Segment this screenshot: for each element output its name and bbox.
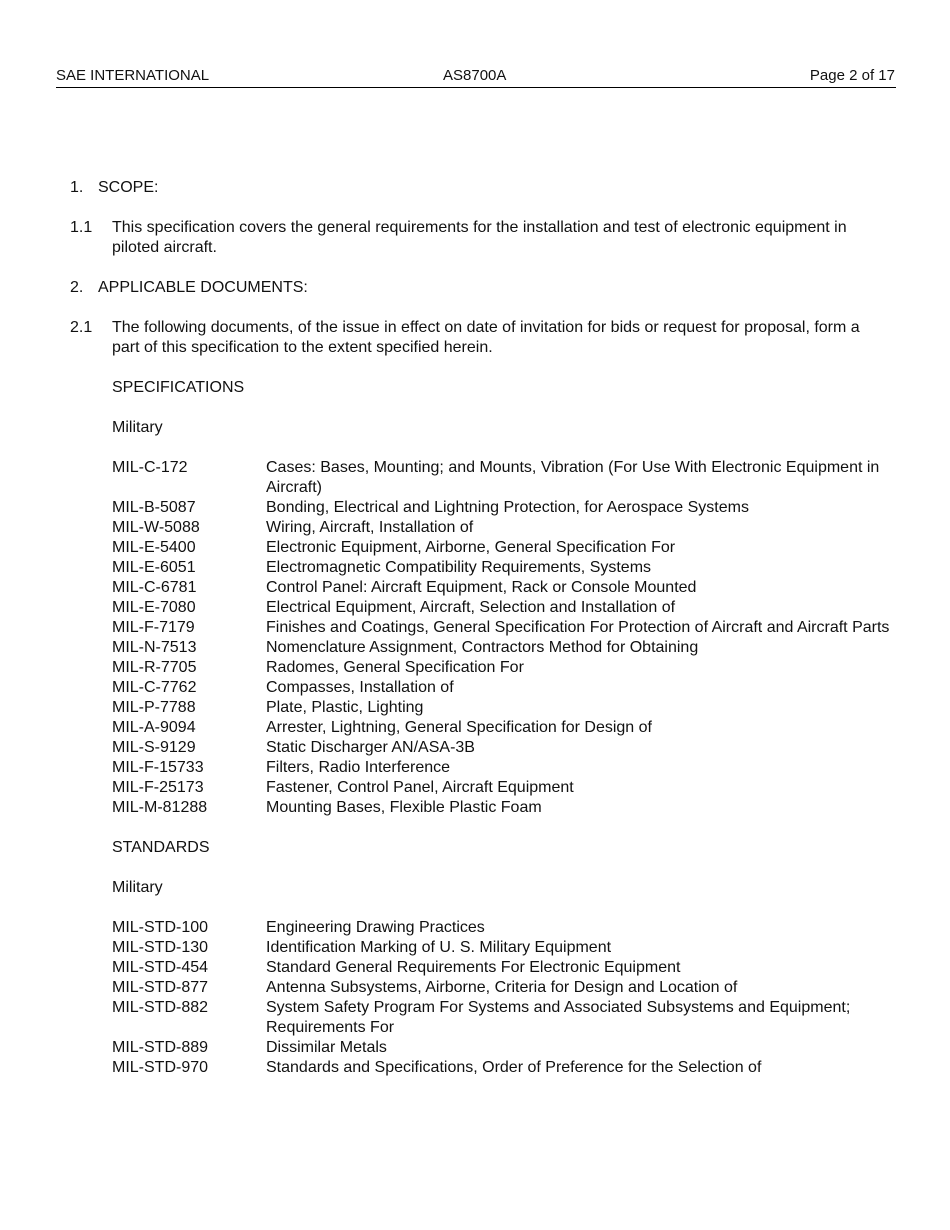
document-code: MIL-S-9129: [112, 739, 196, 756]
document-list-item: [112, 698, 890, 718]
document-list-item: [112, 638, 890, 658]
document-code: MIL-STD-454: [112, 959, 209, 976]
standards-category: Military: [112, 879, 163, 896]
document-body: [70, 178, 890, 1098]
page-header: [56, 66, 896, 88]
document-code: MIL-C-172: [112, 459, 188, 476]
document-code: MIL-C-6781: [112, 579, 197, 596]
section-2-heading: [70, 278, 890, 298]
document-title: Control Panel: Aircraft Equipment, Rack or Console Mounted: [266, 579, 697, 596]
section-number: 2.1: [70, 319, 93, 336]
document-list-item: [112, 1038, 890, 1058]
document-list-item: [112, 658, 890, 678]
document-title: Radomes, General Specification For: [266, 659, 524, 676]
document-title: Dissimilar Metals: [266, 1039, 387, 1056]
header-page-number: Page 2 of 17: [809, 67, 895, 84]
document-code: MIL-F-25173: [112, 779, 204, 796]
document-code: MIL-STD-877: [112, 979, 209, 996]
document-title: System Safety Program For Systems and Associated Subsystems and Equipment; Requirements For: [266, 999, 851, 1036]
document-title: Electromagnetic Compatibility Requirements, Systems: [266, 559, 652, 576]
specifications-heading: SPECIFICATIONS: [112, 379, 245, 396]
paragraph-text: This specification covers the general requirements for the installation and test of electronic equipment in piloted aircraft.: [112, 219, 847, 256]
document-list-item: [112, 558, 890, 578]
document-title: Compasses, Installation of: [266, 679, 454, 696]
document-title: Electrical Equipment, Aircraft, Selection and Installation of: [266, 599, 676, 616]
document-list-item: [112, 958, 890, 978]
section-1-heading: [70, 178, 890, 198]
document-title: Cases: Bases, Mounting; and Mounts, Vibration (For Use With Electronic Equipment in Aircraft): [266, 459, 880, 496]
document-code: MIL-N-7513: [112, 639, 197, 656]
document-list-item: [112, 618, 890, 638]
document-code: MIL-F-15733: [112, 759, 204, 776]
document-title: Static Discharger AN/ASA-3B: [266, 739, 475, 756]
section-1-1-paragraph: [70, 218, 890, 258]
document-title: Standards and Specifications, Order of Preference for the Selection of: [266, 1059, 762, 1076]
document-code: MIL-E-6051: [112, 559, 196, 576]
document-code: MIL-M-81288: [112, 799, 208, 816]
document-title: Antenna Subsystems, Airborne, Criteria for Design and Location of: [266, 979, 738, 996]
document-list-item: [112, 998, 890, 1038]
document-code: MIL-B-5087: [112, 499, 196, 516]
paragraph-text: The following documents, of the issue in effect on date of invitation for bids or request for proposal, form a part of this specification to the extent specified herein.: [112, 319, 860, 356]
document-code: MIL-W-5088: [112, 519, 200, 536]
document-list-item: [112, 758, 890, 778]
header-document-id: AS8700A: [443, 67, 507, 84]
document-list-item: [112, 798, 890, 818]
document-title: Mounting Bases, Flexible Plastic Foam: [266, 799, 542, 816]
document-code: MIL-STD-882: [112, 999, 209, 1016]
standards-heading: STANDARDS: [112, 839, 210, 856]
document-list-item: [112, 458, 890, 498]
document-title: Standard General Requirements For Electronic Equipment: [266, 959, 681, 976]
document-list-item: [112, 538, 890, 558]
document-code: MIL-E-5400: [112, 539, 196, 556]
section-number: 1.1: [70, 219, 93, 236]
document-title: Nomenclature Assignment, Contractors Method for Obtaining: [266, 639, 699, 656]
document-title: Finishes and Coatings, General Specification For Protection of Aircraft and Aircraft Parts: [266, 619, 890, 636]
document-code: MIL-STD-130: [112, 939, 209, 956]
document-list-item: [112, 598, 890, 618]
document-list-item: [112, 1058, 890, 1078]
document-list-item: [112, 918, 890, 938]
document-title: Identification Marking of U. S. Military Equipment: [266, 939, 612, 956]
document-code: MIL-STD-100: [112, 919, 209, 936]
document-code: MIL-STD-970: [112, 1059, 209, 1076]
document-list-item: [112, 498, 890, 518]
document-code: MIL-E-7080: [112, 599, 196, 616]
document-code: MIL-R-7705: [112, 659, 197, 676]
specifications-category: Military: [112, 419, 163, 436]
document-list-item: [112, 518, 890, 538]
document-list-item: [112, 978, 890, 998]
document-list-item: [112, 738, 890, 758]
document-list-item: [112, 678, 890, 698]
document-code: MIL-A-9094: [112, 719, 196, 736]
section-title: SCOPE:: [98, 179, 159, 196]
document-title: Plate, Plastic, Lighting: [266, 699, 424, 716]
header-organization: SAE INTERNATIONAL: [56, 67, 210, 84]
document-title: Engineering Drawing Practices: [266, 919, 485, 936]
section-number: 1.: [70, 179, 84, 196]
document-title: Filters, Radio Interference: [266, 759, 451, 776]
specifications-list: [112, 458, 890, 818]
document-title: Arrester, Lightning, General Specification for Design of: [266, 719, 652, 736]
document-list-item: [112, 938, 890, 958]
document-list-item: [112, 778, 890, 798]
section-2-1-paragraph: [70, 318, 890, 358]
section-title: APPLICABLE DOCUMENTS:: [98, 279, 308, 296]
standards-list: [112, 918, 890, 1078]
document-list-item: [112, 578, 890, 598]
document-code: MIL-F-7179: [112, 619, 195, 636]
document-title: Bonding, Electrical and Lightning Protection, for Aerospace Systems: [266, 499, 749, 516]
document-code: MIL-P-7788: [112, 699, 196, 716]
document-title: Electronic Equipment, Airborne, General Specification For: [266, 539, 676, 556]
specifications-block: [112, 378, 890, 1078]
document-code: MIL-STD-889: [112, 1039, 209, 1056]
document-title: Fastener, Control Panel, Aircraft Equipment: [266, 779, 574, 796]
section-number: 2.: [70, 279, 84, 296]
document-list-item: [112, 718, 890, 738]
document-title: Wiring, Aircraft, Installation of: [266, 519, 474, 536]
document-code: MIL-C-7762: [112, 679, 197, 696]
